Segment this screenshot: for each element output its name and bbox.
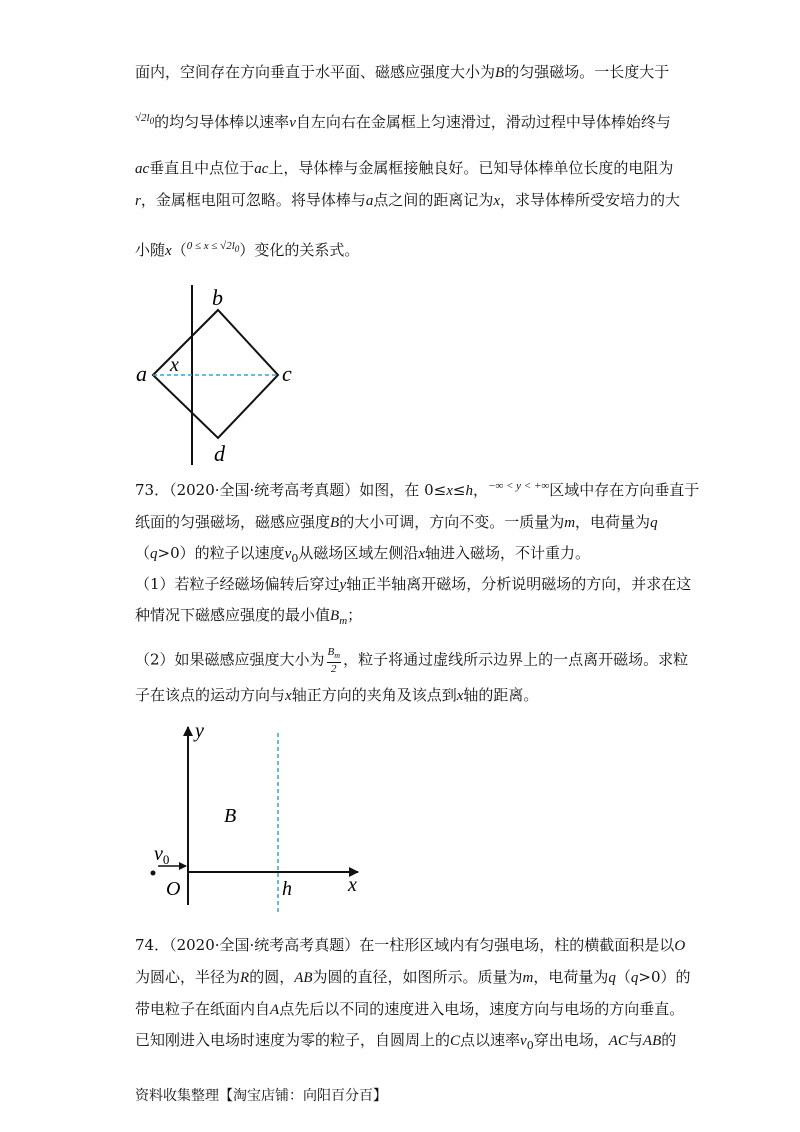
text-line: $^{√2l_0}$的均匀导体棒以速率v自左向右在金属框上匀速滑过，滑动过程中导体棒始终与 (135, 112, 671, 131)
text-line: 子在该点的运动方向与x轴正方向的夹角及该点到x轴的距离。 (135, 686, 539, 704)
footer-text: 资料收集整理【淘宝店铺：向阳百分百】 (135, 1088, 387, 1104)
label-d: d (214, 441, 225, 466)
text-line: 为圆心，半径为R的圆，AB为圆的直径，如图所示。质量为m，电荷量为q（q>0）的 (135, 968, 691, 986)
particle-dot (151, 871, 156, 876)
figure-square-frame (130, 280, 310, 470)
label-b: b (212, 285, 223, 310)
label-B: B (224, 805, 237, 827)
fraction-Bm-over-2: $\frac{B_m}{2}$ (327, 646, 341, 676)
text-line: ac垂直且中点位于ac上，导体棒与金属框接触良好。已知导体棒单位长度的电阻为 (135, 159, 674, 177)
text-line: 种情况下磁感应强度的最小值$B_m$； (135, 606, 363, 627)
label-x: x (348, 874, 357, 896)
text-line: （q>0）的粒子以速度$v_0$从磁场区域左侧沿x轴进入磁场，不计重力。 (135, 544, 591, 565)
label-v0: $v_0$ (154, 843, 170, 867)
text-line: 74．（2020·全国·统考高考真题）在一柱形区域内有匀强电场，柱的横截面积是以O (135, 936, 686, 954)
text-line: （1）若粒子经磁场偏转后穿过y轴正半轴离开磁场，分析说明磁场的方向，并求在这 (135, 575, 692, 593)
formula-sqrt2-l0: √2l0 (135, 112, 155, 127)
text-line: 73．（2020·全国·统考高考真题）如图，在 0≤x≤h，$^{-\infty < y < +\infty}$区域中存在方向垂直于 (135, 480, 700, 499)
text-line: r，金属框电阻可忽略。将导体棒与a点之间的距离记为x，求导体棒所受安培力的大 (135, 191, 681, 209)
text-line: 带电粒子在纸面内自A点先后以不同的速度进入电场，速度方向与电场的方向垂直。 (135, 1000, 685, 1018)
text-line: 纸面的匀强磁场，磁感应强度B的大小可调，方向不变。一质量为m，电荷量为q (135, 513, 658, 531)
label-y: y (195, 720, 204, 742)
label-x: x (170, 354, 179, 376)
text-line: 面内，空间存在方向垂直于水平面、磁感应强度大小为B的匀强磁场。一长度大于 (135, 63, 670, 81)
text-line: （2）如果磁感应强度大小为 $\frac{B_m}{2}$ ，粒子将通过虚线所示边界上的一点离开磁场。求粒 (135, 646, 689, 676)
label-O: O (166, 878, 181, 900)
figure-magnetic-region (140, 715, 380, 915)
label-a: a (136, 361, 147, 386)
label-c: c (282, 361, 292, 386)
text-line: 已知刚进入电场时速度为零的粒子，自圆周上的C点以速率$v_0$穿出电场，AC与AB的 (135, 1031, 677, 1052)
text-line: 小随x（$^{0 \le x \le √2l_0}$）变化的关系式。 (135, 240, 360, 259)
label-h: h (282, 878, 292, 900)
formula-range: 0 ≤ x ≤ √2l0 (186, 240, 240, 255)
